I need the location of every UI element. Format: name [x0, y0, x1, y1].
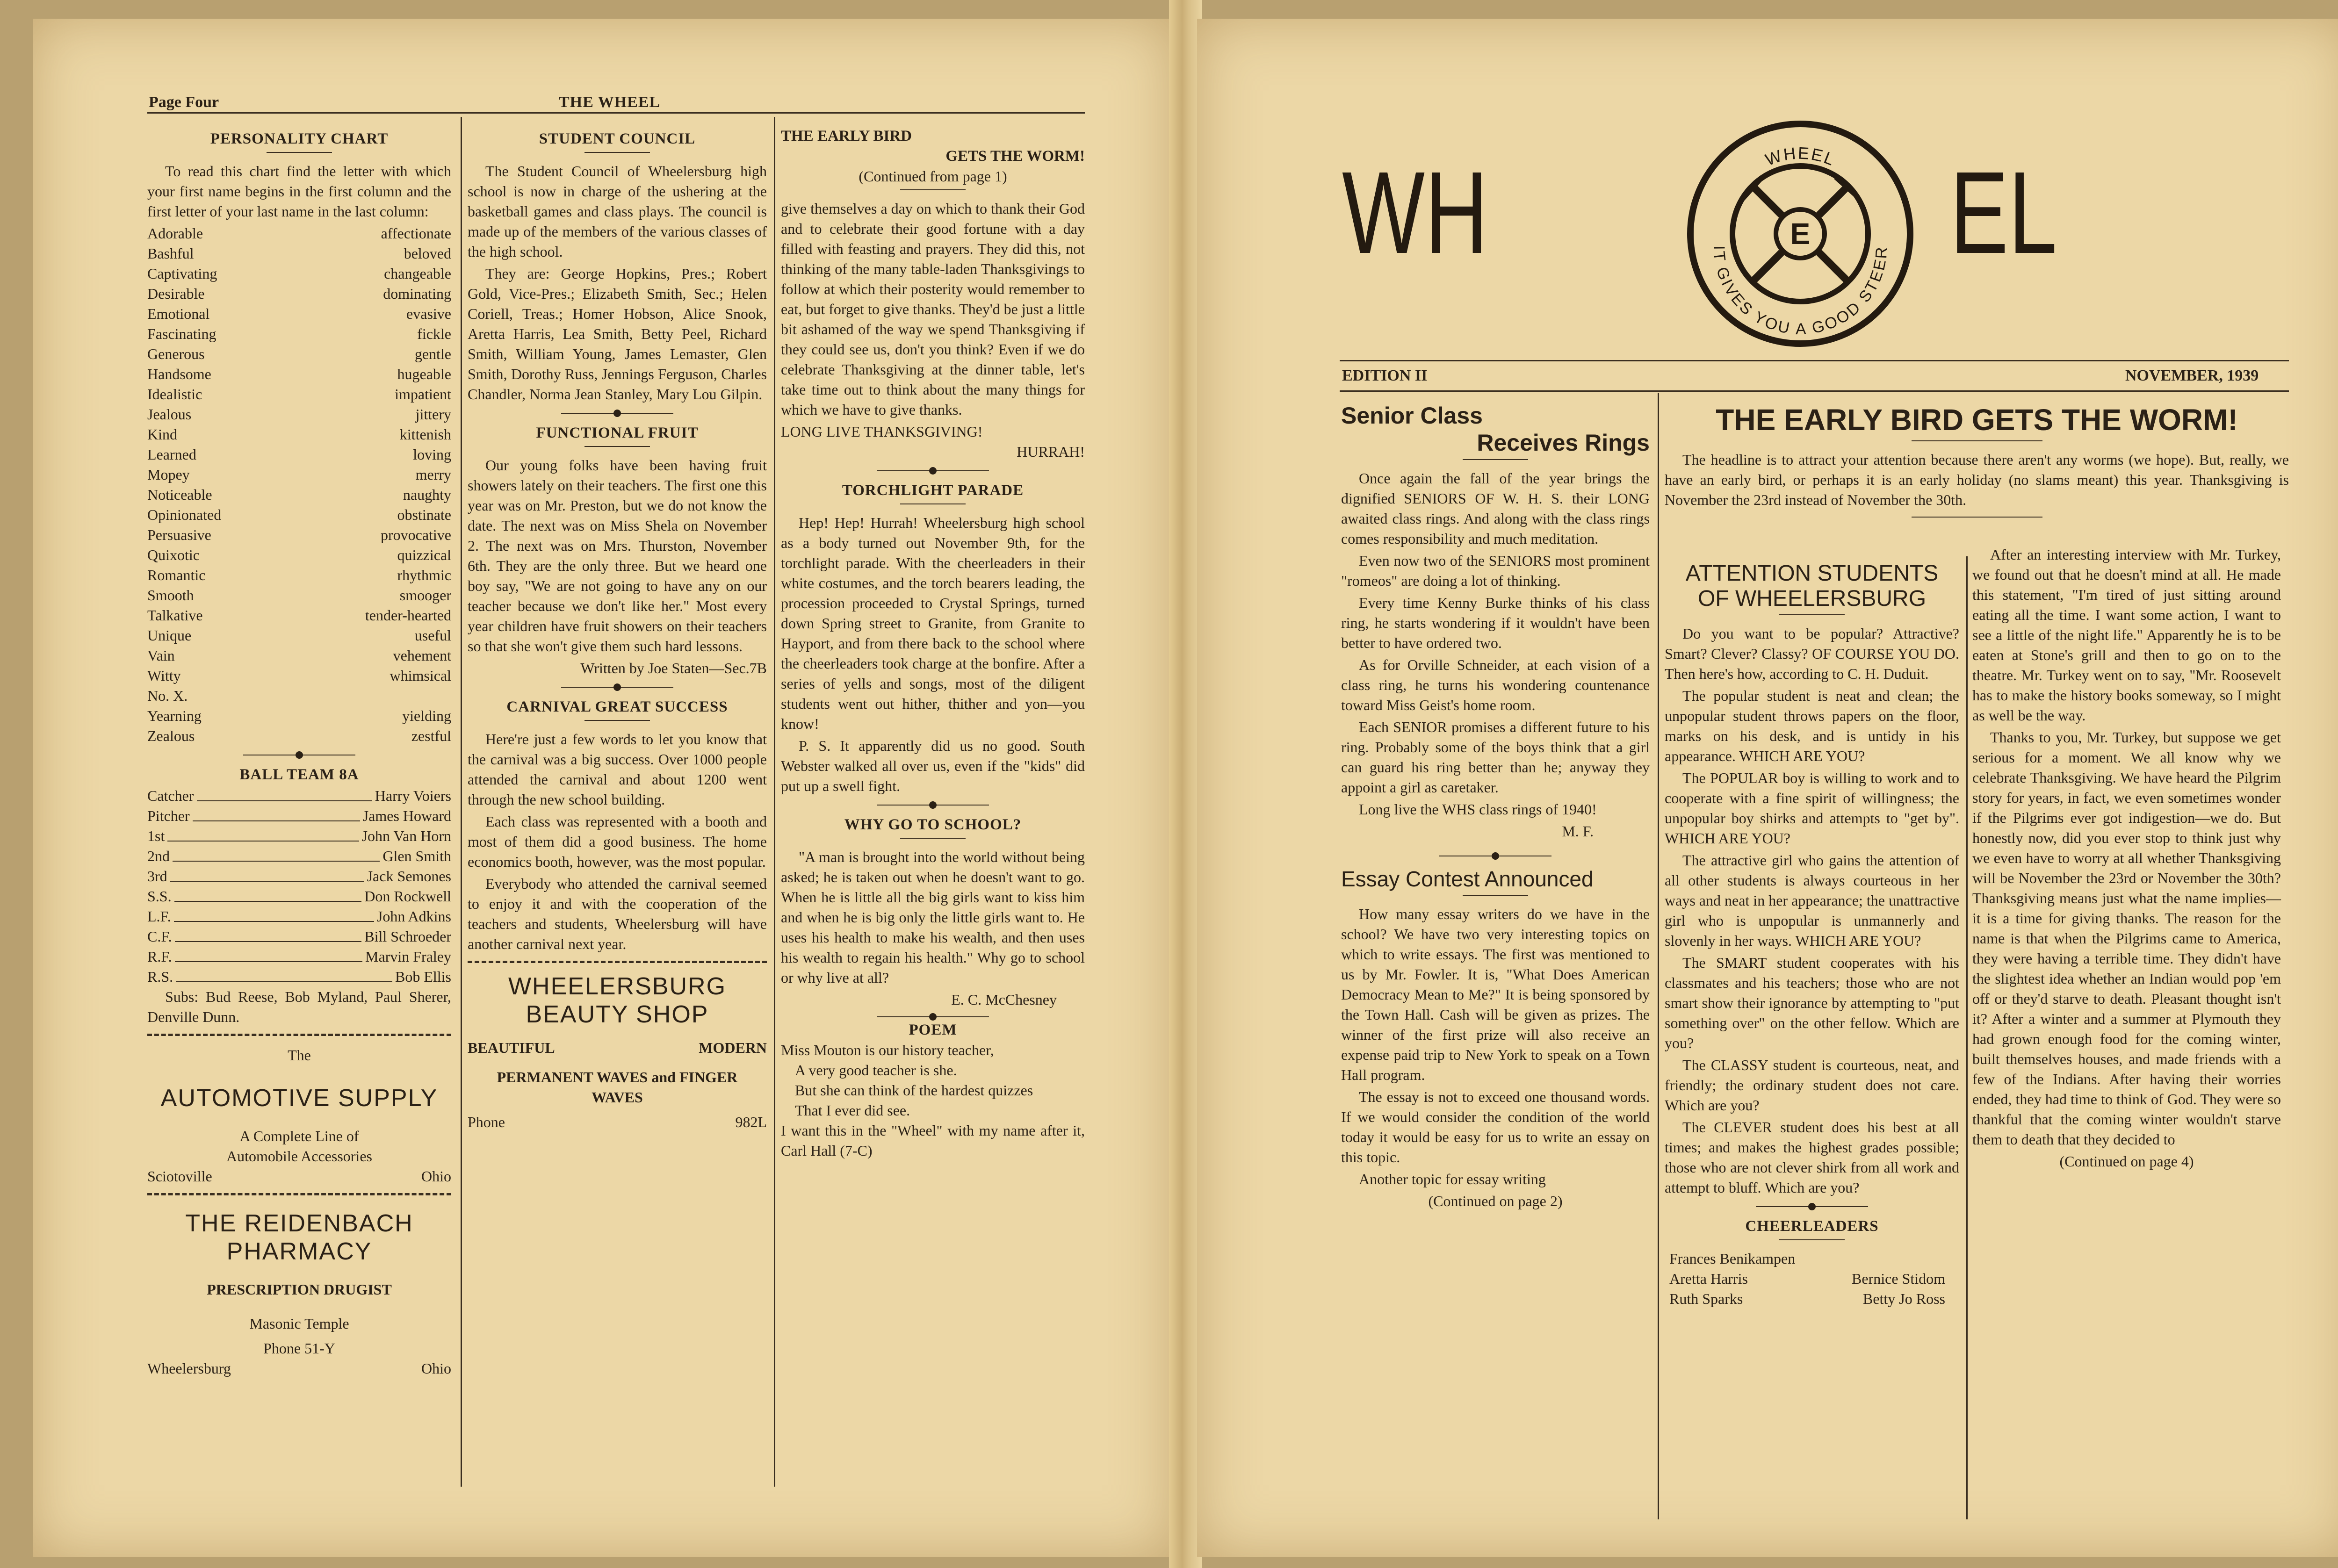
essay-head: Essay Contest Announced	[1341, 867, 1594, 891]
leader-line	[173, 861, 380, 862]
carnival-p1: Here're just a few words to let you know that the carnival was a big success. Over 1000 people attended the carnival and about 1200 went through the new school building.	[468, 731, 767, 808]
beauty-left: BEAUTIFUL	[468, 1039, 555, 1056]
title-rule	[1463, 459, 1528, 460]
title-rule	[1463, 895, 1528, 896]
paper-name: THE WHEEL	[559, 94, 661, 111]
column-divider-4	[1966, 556, 1968, 1519]
ballteam-player: James Howard	[362, 807, 451, 824]
ballteam-position: Catcher	[147, 787, 194, 804]
title-rule	[584, 152, 650, 153]
edition-rule	[1340, 390, 2289, 392]
cheer-name: Ruth Sparks	[1669, 1290, 1743, 1307]
personality-row	[147, 465, 451, 485]
cheer-name: Aretta Harris	[1669, 1270, 1748, 1287]
title-rule	[1779, 614, 1845, 615]
first-name-word: Smooth	[147, 587, 194, 604]
column-divider-1	[461, 117, 462, 1487]
title-rule	[584, 720, 650, 721]
first-name-word: Quixotic	[147, 547, 200, 563]
essay-p1: How many essay writers do we have in the school? We have two very interesting topics on which to write essays. The first was mentioned to us by Mr. Fowler. It is, "What Does American Democracy Mean to Me?" It is being sponsored by the Town Hall. Cash will be given as prizes. The winner of the first prize will also receive an expense paid trip to New York to speak on a Town Hall program.	[1341, 906, 1650, 1083]
school-p1: "A man is brought into the world without being asked; he is taken out when he doesn't want to go. When he is little all the big girls want to kiss him and when he is big only the little girls want to. He uses his health to make his wealth, and then uses his wealth to regain his health." Why go to school or why live at all?	[781, 849, 1085, 986]
cheer-name: Betty Jo Ross	[1862, 1290, 1945, 1307]
ballteam-row	[147, 846, 451, 866]
first-name-word: Talkative	[147, 607, 203, 624]
ballteam-row	[147, 927, 451, 947]
attention-head2: OF WHEELERSBURG	[1697, 586, 1927, 611]
beauty-name: WHEELERSBURG BEAUTY SHOP	[508, 973, 727, 1028]
attention-p2: The popular student is neat and clean; the unpopular student throws papers on the floor, marks on his desk, and is untidy in his appearance. WHICH ARE YOU?	[1665, 687, 1959, 764]
ballteam-player: Glen Smith	[382, 848, 451, 864]
personality-row	[147, 344, 451, 364]
first-name-word: Desirable	[147, 285, 205, 302]
first-name-word: Jealous	[147, 406, 192, 423]
ballteam-row	[147, 967, 451, 987]
title-rule	[900, 838, 966, 839]
leader-line	[197, 800, 372, 801]
right-column-3	[1972, 545, 2281, 1172]
first-name-word: Persuasive	[147, 526, 211, 543]
beauty-tagline	[468, 1038, 767, 1058]
ballteam-row	[147, 786, 451, 806]
last-name-word: whimsical	[390, 667, 451, 684]
personality-list	[147, 223, 451, 746]
earlybird-cont-p1: give themselves a day on which to thank their God and to celebrate their good fortune with a day filled with feasting and prayers. They did this, not thinking of the many table-laden Thanksgivings to follow at which their posterity would remember to eat, but forget to give thanks. They'd be just a little bit ashamed of the way we spend Thanksgiving if they could see us, don't you think? Even if we do celebrate Thanksgiving at the dinner table, let's take time out to think about the many things for which we have to give thanks.	[781, 200, 1085, 418]
personality-title: PERSONALITY CHART	[210, 130, 389, 147]
wheel-logo-icon	[1674, 108, 1927, 360]
ballteam-player: Harry Voiers	[375, 787, 451, 804]
rings-p6: Long live the WHS class rings of 1940!	[1359, 801, 1597, 818]
ballteam-row	[147, 947, 451, 967]
rings-p5: Each SENIOR promises a different future to his ring. Probably some of the boys think that a girl can guard his ring better than he; anyway they appoint a girl as caretaker.	[1341, 719, 1650, 796]
last-name-word: fickle	[417, 325, 451, 342]
cheer-row	[1665, 1269, 1959, 1289]
council-p2: They are: George Hopkins, Pres.; Robert Gold, Vice-Pres.; Elizabeth Smith, Sec.; Helen Coriell, Treas.; Homer Hobson, Alice Snook, Aretta Harris, Lea Smith, Betty Peel, Richard Smith, William Young, James Lemaster, Glen Smith, Dorothy Russ, Jennings Ferguson, Charles Chandler, Norma Jean Stanley, Mary Lou Gilpin.	[468, 265, 767, 403]
ballteam-player: John Van Horn	[361, 827, 451, 844]
personality-row	[147, 244, 451, 264]
last-name-word: jittery	[415, 406, 451, 423]
ad-divider	[147, 1193, 451, 1195]
section-divider	[877, 1016, 989, 1017]
masthead-left: WH	[1342, 147, 1488, 278]
wheel-hub-letter: E	[1790, 217, 1811, 251]
attention-p1: Do you want to be popular? Attractive? Smart? Clever? Classy? OF COURSE YOU DO. Then here's how, according to C. H. Duduit.	[1665, 625, 1959, 682]
last-name-word: kittenish	[399, 426, 451, 443]
school-title: WHY GO TO SCHOOL?	[844, 816, 1022, 833]
personality-row	[147, 304, 451, 324]
last-name-word: affectionate	[381, 225, 451, 242]
ballteam-player: Bob Ellis	[395, 968, 451, 985]
pharmacy-address	[147, 1359, 451, 1379]
earlybird-p1: After an interesting interview with Mr. Turkey, we found out that he doesn't mind at all. He made this statement, "I'm tired of just sitting around eating all the time. I want some action, I want to see a little of the night life." Apparently he is to be eaten at Stone's grill and then to go on to the theatre. Mr. Turkey went on to say, "Mr. Roosevelt has to make the history books someway, so I might as well be the way.	[1972, 546, 2281, 724]
first-name-word: Zealous	[147, 727, 195, 744]
first-name-word: Noticeable	[147, 486, 212, 503]
section-divider	[561, 413, 673, 414]
last-name-word: zestful	[411, 727, 451, 744]
fruit-title: FUNCTIONAL FRUIT	[536, 424, 699, 441]
poem-line: A very good teacher is she.	[795, 1062, 957, 1079]
last-name-word: gentle	[414, 345, 451, 362]
auto-name: AUTOMOTIVE SUPPLY	[160, 1085, 438, 1112]
pharmacy-sub: PRESCRIPTION DRUGIST	[207, 1281, 392, 1298]
last-name-word: hugeable	[397, 366, 451, 382]
column-divider-2	[774, 117, 775, 1487]
ballteam-row	[147, 826, 451, 846]
council-title: STUDENT COUNCIL	[539, 130, 696, 147]
earlybird-p2: Thanks to you, Mr. Turkey, but suppose we get serious for a moment. We all know why we celebrate Thanksgiving. We have heard the Pilgrim story for years, in fact, we even sometimes wonder if the Pilgrims ever got indigestion—we do. But honestly now, did you ever stop to think just why we even have to worry at all whether Thanksgiving will be November the 23rd or November the 30th? Thanksgiving means just what the name implies—it is a time for giving thanks. The reason for the name is that when the Pilgrims came to America, they were having a terrible time. They didn't have the slightest idea whether an Indian would pop 'em off or they'd starve to death. Pleasant thought isn't it? After a winter and a summer at Plymouth they had grown enough food for the coming winter, built themselves houses, and made friends with a few of the Indians. After having their worries ended, they had time to think of God. They were so thankful that the coming winter wouldn't starve them to death that they decided to	[1972, 729, 2281, 1148]
last-name-word: vehement	[393, 647, 451, 664]
ballteam-player: Marvin Fraley	[365, 948, 451, 965]
pharmacy-phone: Phone 51-Y	[263, 1340, 335, 1357]
auto-state: Ohio	[421, 1168, 451, 1185]
personality-row	[147, 666, 451, 686]
personality-row	[147, 706, 451, 726]
poem-title: POEM	[909, 1021, 957, 1038]
rings-head2: Receives Rings	[1477, 430, 1650, 456]
page-label: Page Four	[149, 94, 219, 111]
first-name-word: Yearning	[147, 707, 202, 724]
first-name-word: Emotional	[147, 305, 210, 322]
ad-divider	[468, 961, 767, 963]
issue-date: NOVEMBER, 1939	[2125, 367, 2259, 384]
leader-line	[176, 981, 392, 982]
left-column-2	[468, 126, 767, 1132]
auto-line1: A Complete Line of	[239, 1128, 359, 1144]
ballteam-row	[147, 806, 451, 826]
last-name-word: loving	[413, 446, 451, 463]
lead-rule	[1912, 517, 2042, 518]
first-name-word: Handsome	[147, 366, 211, 382]
rings-p4: As for Orville Schneider, at each vision of a class ring, he turns his wondering countenance toward Miss Geist's home room.	[1341, 656, 1650, 713]
leader-line	[175, 941, 362, 942]
earlybird-lead: The headline is to attract your attention because there aren't any worms (we hope). But, really, we have an early bird, or perhaps it is an early holiday (no slams meant) this year. Thanksgiving is November the 23rd instead of November the 30th.	[1665, 451, 2289, 508]
title-rule	[584, 446, 650, 447]
earlybird-story-top	[1665, 402, 2289, 526]
first-name-word: Fascinating	[147, 325, 216, 342]
ballteam-title: BALL TEAM 8A	[239, 766, 359, 783]
ballteam-subs: Subs: Bud Reese, Bob Myland, Paul Sherer, Denville Dunn.	[147, 988, 451, 1025]
earlybird-cont-title1: THE EARLY BIRD	[781, 128, 912, 144]
first-name-word: No. X.	[147, 687, 188, 704]
pharmacy-state: Ohio	[421, 1360, 451, 1377]
ballteam-position: S.S.	[147, 888, 172, 905]
first-name-word: Unique	[147, 627, 192, 644]
attention-p5: The SMART student cooperates with his classmates and his teachers; those who are not smart show their ignorance by attempting to "put something over" on the other fellow. Which are you?	[1665, 954, 1959, 1051]
title-rule	[1779, 1239, 1845, 1240]
section-divider	[1756, 1206, 1868, 1207]
last-name-word: evasive	[406, 305, 451, 322]
rings-p3: Every time Kenny Burke thinks of his class ring, he starts wondering if it wouldn't have been better to have ordered two.	[1341, 594, 1650, 651]
carnival-p2: Each class was represented with a booth and most of them did a good business. The home economics booth, however, was the most popular.	[468, 813, 767, 870]
ballteam-position: R.S.	[147, 968, 173, 985]
column-divider-3	[1658, 393, 1659, 1519]
personality-row	[147, 485, 451, 505]
pharmacy-town: Wheelersburg	[147, 1360, 231, 1377]
ballteam-position: R.F.	[147, 948, 172, 965]
earlybird-cont-p2: LONG LIVE THANKSGIVING!	[781, 423, 983, 440]
cheer-name: Bernice Stidom	[1852, 1270, 1945, 1287]
last-name-word: rhythmic	[397, 567, 451, 583]
earlybird-continued: (Continued on page 4)	[2059, 1153, 2194, 1170]
leader-line	[170, 881, 364, 882]
first-name-word: Mopey	[147, 466, 190, 483]
carnival-p3: Everybody who attended the carnival seemed to enjoy it and with the cooperation of the teachers and students, Wheelersburg will have another carnival next year.	[468, 875, 767, 952]
beauty-right: MODERN	[699, 1039, 767, 1056]
ballteam-player: Jack Semones	[367, 868, 451, 885]
leader-line	[167, 841, 359, 842]
personality-row	[147, 424, 451, 445]
essay-p2: The essay is not to exceed one thousand words. If we would consider the condition of the world today it would be easy for us to write an essay on this topic.	[1341, 1088, 1650, 1165]
first-name-word: Captivating	[147, 265, 217, 282]
beauty-phone-row	[468, 1112, 767, 1132]
title-rule	[267, 152, 332, 153]
leader-line	[174, 901, 362, 902]
carnival-title: CARNIVAL GREAT SUCCESS	[506, 698, 728, 715]
ballteam-list	[147, 786, 451, 987]
poem-line: But she can think of the hardest quizzes	[795, 1082, 1033, 1099]
first-name-word: Adorable	[147, 225, 203, 242]
last-name-word: impatient	[395, 386, 451, 403]
cheer-name: Frances Benikampen	[1669, 1250, 1796, 1267]
first-name-word: Romantic	[147, 567, 206, 583]
first-name-word: Vain	[147, 647, 175, 664]
beauty-line: PERMANENT WAVES and FINGER WAVES	[497, 1069, 738, 1106]
first-name-word: Witty	[147, 667, 181, 684]
ballteam-position: Pitcher	[147, 807, 190, 824]
last-name-word: provocative	[380, 526, 451, 543]
attention-head1: ATTENTION STUDENTS	[1685, 561, 1939, 586]
personality-intro: To read this chart find the letter with which your first name begins in the first column and the first letter of your last name in the last column:	[147, 163, 451, 220]
auto-the: The	[288, 1047, 311, 1064]
last-name-word: tender-hearted	[365, 607, 451, 624]
last-name-word: yielding	[402, 707, 451, 724]
personality-row	[147, 384, 451, 404]
ballteam-position: C.F.	[147, 928, 172, 945]
last-name-word: naughty	[403, 486, 451, 503]
personality-row	[147, 686, 451, 706]
last-name-word: smooger	[399, 587, 451, 604]
leader-line	[175, 961, 362, 962]
council-p1: The Student Council of Wheelersburg high school is now in charge of the ushering at the basketball games and class plays. The council is made up of the members of the various classes of the high school.	[468, 163, 767, 260]
essay-continued: (Continued on page 2)	[1428, 1193, 1563, 1209]
rings-p2: Even now two of the SENIORS most prominent "romeos" are doing a lot of thinking.	[1341, 552, 1650, 589]
personality-row	[147, 223, 451, 244]
cheer-title: CHEERLEADERS	[1745, 1218, 1879, 1235]
beauty-phone-label: Phone	[468, 1114, 505, 1130]
section-divider	[561, 687, 673, 688]
personality-row	[147, 505, 451, 525]
pharmacy-name: THE REIDENBACH PHARMACY	[185, 1210, 413, 1265]
last-name-word: merry	[415, 466, 451, 483]
personality-row	[147, 545, 451, 565]
beauty-phone: 982L	[735, 1114, 767, 1130]
first-name-word: Generous	[147, 345, 205, 362]
cheer-row	[1665, 1289, 1959, 1309]
personality-row	[147, 646, 451, 666]
header-rule	[147, 112, 1085, 114]
attention-p6: The CLASSY student is courteous, neat, and friendly; the ordinary student does not care. Which are you?	[1665, 1057, 1959, 1114]
ballteam-position: 2nd	[147, 848, 170, 864]
last-name-word: obstinate	[397, 506, 451, 523]
earlybird-cont-note: (Continued from page 1)	[859, 168, 1007, 185]
auto-address	[147, 1166, 451, 1187]
personality-row	[147, 404, 451, 424]
personality-row	[147, 585, 451, 605]
poem-line: That I ever did see.	[795, 1102, 910, 1119]
right-column-1	[1341, 402, 1650, 1211]
torch-p1: Hep! Hep! Hurrah! Wheelersburg high school as a body turned out November 9th, for the torchlight parade. With the cheerleaders in their white costumes, and the torch bearers leading, the procession proceeded to Crystal Springs, turned down Spring street to Granite, from Granite to Hayport, and from there back to the school where the cheerleaders took charge at the bonfire. After a series of yells and songs, most of the diligent students went out hither, thither and yon—you know!	[781, 514, 1085, 732]
ballteam-player: Don Rockwell	[364, 888, 451, 905]
personality-row	[147, 364, 451, 384]
last-name-word: quizzical	[397, 547, 451, 563]
left-column-3	[781, 126, 1085, 1161]
attention-p3: The POPULAR boy is willing to work and to cooperate with a fine spirit of willingness; the unpopular boy shirks and attempts to "get by". WHICH ARE YOU?	[1665, 770, 1959, 847]
first-name-word: Learned	[147, 446, 196, 463]
personality-row	[147, 726, 451, 746]
ballteam-position: 1st	[147, 827, 165, 844]
personality-row	[147, 284, 451, 304]
auto-town: Sciotoville	[147, 1168, 212, 1185]
section-divider	[877, 470, 989, 471]
section-divider	[877, 805, 989, 806]
attention-p7: The CLEVER student does his best at all times; and makes the highest grades possible; those who are not clever shirk from all work and attempt to bluff. Which are you?	[1665, 1119, 1959, 1196]
first-name-word: Opinionated	[147, 506, 222, 523]
title-rule	[900, 189, 966, 190]
ballteam-player: John Adkins	[376, 908, 451, 925]
wheel-ring-bottom: IT GIVES YOU A GOOD STEER	[1710, 245, 1891, 338]
personality-row	[147, 445, 451, 465]
title-rule	[1912, 440, 2042, 441]
last-name-word: dominating	[383, 285, 451, 302]
essay-p3: Another topic for essay writing	[1359, 1171, 1546, 1187]
leader-line	[174, 921, 374, 922]
edition-label: EDITION II	[1342, 367, 1428, 384]
attention-p4: The attractive girl who gains the attention of all other students is always courteous in her ways and neat in her appearance; the unattractive girl who is unpopular is unmannerly and slovenly in her ways. WHICH ARE YOU?	[1665, 852, 1959, 949]
fruit-byline: Written by Joe Staten—Sec.7B	[580, 660, 767, 676]
personality-row	[147, 565, 451, 585]
ballteam-position: L.F.	[147, 908, 171, 925]
personality-row	[147, 605, 451, 626]
first-name-word: Kind	[147, 426, 177, 443]
leader-line	[193, 820, 360, 821]
rings-p1: Once again the fall of the year brings the dignified SENIORS OF W. H. S. their LONG awaited class rings. And along with the class rings comes responsibility and much meditation.	[1341, 470, 1650, 547]
torch-p2: P. S. It apparently did us no good. South Webster walked all over us, even if the "kids" did put up a swell fight.	[781, 737, 1085, 794]
first-name-word: Idealistic	[147, 386, 202, 403]
left-column-1	[147, 126, 451, 1379]
fruit-p1: Our young folks have been having fruit showers lately on their teachers. The first one this year was on Mr. Preston, but we do not know the date. The next was on Miss Shela on November 2. The next was on Mrs. Thurston, November 6th. They are the only three. But we heard one boy say, "We are not going to have any on our teacher because we don't like her." Most every year children have fruit showers on their teachers so that she won't give them such hard lessons.	[468, 457, 767, 655]
ballteam-row	[147, 866, 451, 886]
poem-line: Miss Mouton is our history teacher,	[781, 1042, 994, 1058]
last-name-word: changeable	[384, 265, 451, 282]
first-name-word: Bashful	[147, 245, 194, 262]
pharmacy-place: Masonic Temple	[249, 1315, 349, 1332]
right-column-2	[1665, 561, 1959, 1309]
earlybird-cont-p3: HURRAH!	[1017, 443, 1085, 460]
last-name-word: beloved	[404, 245, 451, 262]
earlybird-cont-title2: GETS THE WORM!	[945, 148, 1085, 165]
wheel-ring-top: WHEEL	[1762, 143, 1839, 170]
school-byline: E. C. McChesney	[951, 991, 1057, 1008]
poem-lines	[781, 1040, 1085, 1161]
last-name-word: useful	[414, 627, 451, 644]
ballteam-row	[147, 886, 451, 906]
rings-signature: M. F.	[1562, 823, 1594, 840]
earlybird-head: THE EARLY BIRD GETS THE WORM!	[1716, 403, 2238, 437]
ballteam-player: Bill Schroeder	[364, 928, 451, 945]
ballteam-position: 3rd	[147, 868, 167, 885]
personality-row	[147, 264, 451, 284]
masthead-right: EL	[1950, 147, 2057, 278]
personality-row	[147, 525, 451, 545]
poem-line: I want this in the "Wheel" with my name after it, Carl Hall (7-C)	[781, 1122, 1085, 1159]
rings-head1: Senior Class	[1341, 403, 1483, 429]
torch-title: TORCHLIGHT PARADE	[842, 482, 1024, 499]
title-rule	[900, 503, 966, 504]
auto-line2: Automobile Accessories	[226, 1148, 372, 1165]
masthead-rule	[1340, 360, 2289, 361]
personality-row	[147, 626, 451, 646]
personality-row	[147, 324, 451, 344]
ad-divider	[147, 1034, 451, 1036]
ballteam-row	[147, 906, 451, 927]
